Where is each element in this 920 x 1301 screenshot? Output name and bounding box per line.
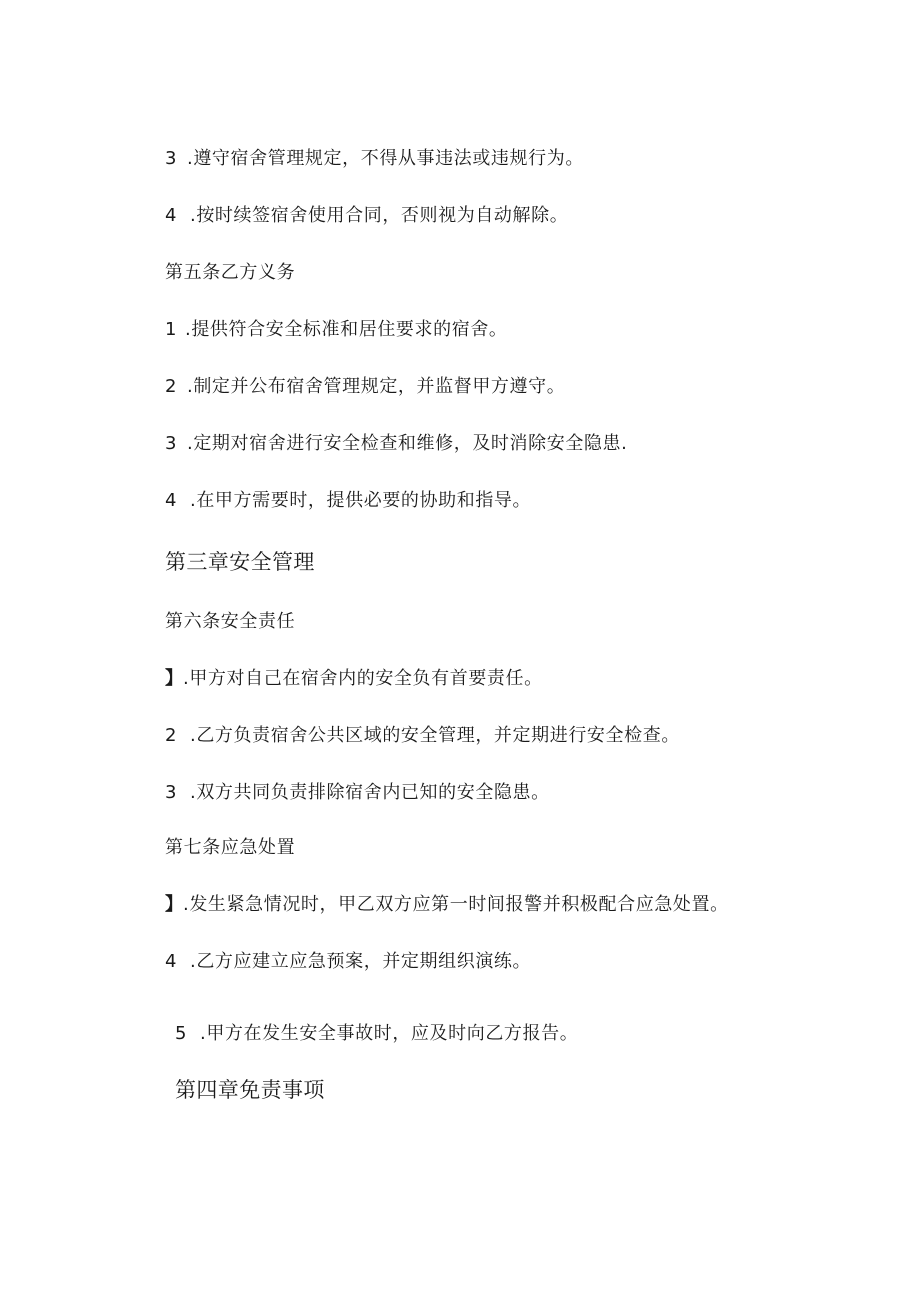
list-item (165, 147, 584, 171)
list-item (165, 724, 680, 748)
item-text: .甲方在发生安全事故时，应及时向乙方报告。 (200, 1023, 579, 1044)
list-item (165, 432, 627, 456)
item-text: .制定并公布宿舍管理规定，并监督甲方遵守。 (187, 376, 566, 397)
item-number: 4 (165, 490, 178, 511)
article-title-text: 第五条乙方义务 (165, 262, 296, 283)
item-text: .按时续签宿舍使用合同，否则视为自动解除。 (190, 205, 569, 226)
chapter-heading (165, 549, 315, 575)
chapter-heading (175, 1077, 325, 1103)
item-number: 2 (165, 376, 178, 397)
article-title-text: 第七条应急处置 (165, 837, 296, 858)
item-number: 4 (165, 205, 178, 226)
item-text: .双方共同负责排除宿舍内已知的安全隐患。 (190, 782, 550, 803)
item-number: 2 (165, 725, 178, 746)
article-title-text: 第六条安全责任 (165, 611, 296, 632)
list-item (165, 950, 531, 974)
article-title (165, 261, 295, 285)
list-item (165, 489, 531, 513)
list-item (165, 318, 508, 342)
item-number: 】 (165, 668, 184, 689)
list-item (175, 1022, 578, 1046)
item-number: 3 (165, 148, 178, 169)
item-text: .遵守宿舍管理规定，不得从事违法或违规行为。 (187, 148, 584, 169)
item-text: .甲方对自己在宿舍内的安全负有首要责任。 (183, 668, 543, 689)
item-text: .乙方应建立应急预案，并定期组织演练。 (190, 951, 532, 972)
item-text: .在甲方需要时，提供必要的协助和指导。 (190, 490, 532, 511)
list-item (165, 893, 729, 917)
list-item (165, 667, 543, 691)
list-item (165, 375, 565, 399)
item-number: 】 (165, 894, 184, 915)
article-title (165, 836, 295, 860)
chapter-heading-text: 第四章免责事项 (175, 1078, 325, 1102)
item-number: 4 (165, 951, 178, 972)
item-number: 1 (165, 319, 178, 340)
item-text: .发生紧急情况时，甲乙双方应第一时间报警并积极配合应急处置。 (183, 894, 729, 915)
list-item (165, 204, 568, 228)
list-item (165, 781, 550, 805)
item-text: .定期对宿舍进行安全检查和维修，及时消除安全隐患. (187, 433, 628, 454)
item-number: 3 (165, 782, 178, 803)
chapter-heading-text: 第三章安全管理 (165, 550, 315, 574)
item-number: 3 (165, 433, 178, 454)
article-title (165, 610, 295, 634)
item-number: 5 (175, 1023, 188, 1044)
item-text: .乙方负责宿舍公共区域的安全管理，并定期进行安全检查。 (190, 725, 680, 746)
item-text: .提供符合安全标准和居住要求的宿舍。 (185, 319, 508, 340)
